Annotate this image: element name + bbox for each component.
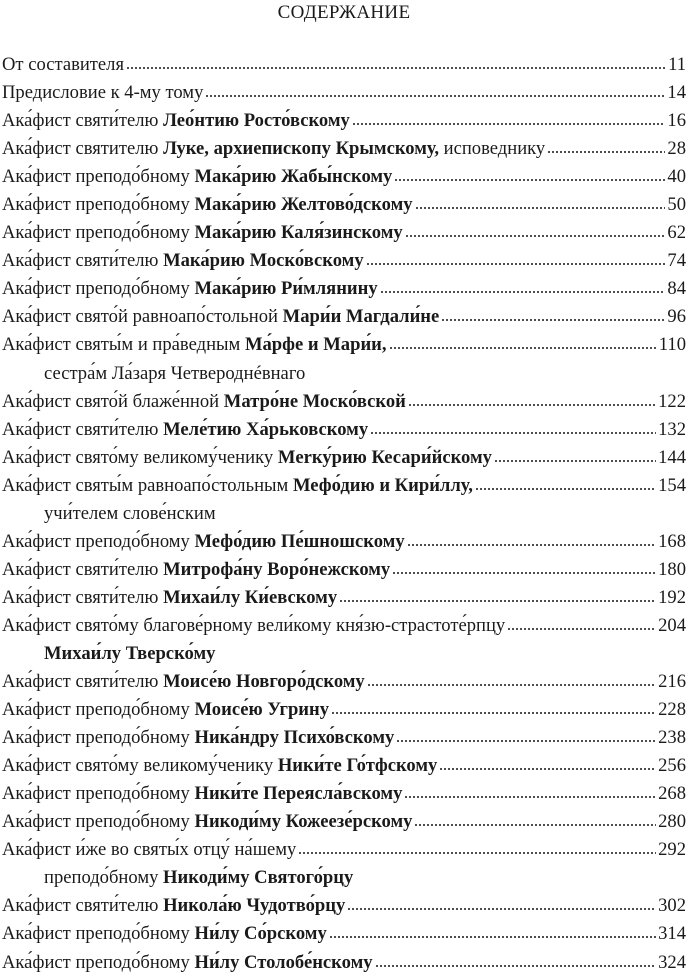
page-number: 16 — [667, 110, 686, 132]
entry-saint-name: Митрофа́ну Воро́нежскому — [163, 558, 391, 580]
toc-entry-continuation — [2, 360, 686, 388]
page-number: 204 — [658, 614, 686, 636]
toc-entry[interactable] — [2, 808, 686, 836]
page-number: 154 — [658, 474, 686, 496]
dot-leader — [547, 150, 665, 154]
page-number: 40 — [667, 166, 686, 188]
entry-saint-name: Никоди́му Святого́рцу — [163, 867, 354, 889]
entry-title-text: От составителя — [2, 54, 125, 75]
toc-entry[interactable] — [2, 331, 686, 359]
dot-leader — [415, 206, 666, 210]
entry-saint-name: Матро́не Моско́вской — [223, 390, 406, 412]
entry-title-text: Ака́фист святи́телю — [2, 418, 164, 440]
page-number: 110 — [658, 334, 686, 356]
toc-entry[interactable] — [2, 612, 686, 640]
entry-title-text: Ака́фист свято́й равноапо́стольной — [2, 306, 283, 328]
dot-leader — [126, 66, 666, 70]
entry-saint-name: Мефо́дию и Кири́ллу, — [292, 474, 473, 496]
page-number: 62 — [667, 222, 686, 244]
toc-entry[interactable] — [2, 528, 686, 556]
dot-leader — [394, 178, 665, 182]
entry-title-text: Ака́фист и́же во святы́х отцу́ на́шему — [2, 839, 297, 861]
page-number: 180 — [658, 558, 686, 580]
page-number: 28 — [667, 138, 686, 160]
dot-leader — [331, 711, 656, 715]
entry-saint-name: Никоди́му Кожеезе́рскому — [194, 811, 413, 833]
dot-leader — [475, 487, 656, 491]
entry-saint-name: Меле́тию Ха́рьковскому — [163, 418, 369, 440]
page-title: СОДЕРЖАНИЕ — [277, 2, 411, 23]
dot-leader — [298, 851, 656, 855]
entry-saint-name: Моисе́ю Угрину — [194, 699, 330, 721]
dot-leader — [389, 346, 657, 350]
entry-title-text: учи́телем слове́нским — [44, 502, 216, 524]
entry-title-text: Ака́фист святи́телю — [2, 250, 164, 272]
dot-leader — [414, 823, 656, 827]
page-number: 96 — [667, 306, 686, 328]
page-number: 14 — [667, 82, 686, 104]
toc-entry[interactable] — [2, 752, 686, 780]
entry-title-text: Ака́фист преподо́бному — [2, 951, 195, 973]
toc-entry[interactable] — [2, 724, 686, 752]
toc-entry[interactable] — [2, 79, 686, 107]
dot-leader — [329, 935, 656, 939]
dot-leader — [205, 94, 665, 98]
entry-saint-name: Ни́лу Со́рскому — [194, 923, 327, 945]
toc-entry[interactable] — [2, 556, 686, 584]
toc-entry[interactable] — [2, 668, 686, 696]
entry-title-text: Ака́фист святителю — [2, 138, 164, 160]
dot-leader — [441, 318, 665, 322]
entry-title-text: Ака́фист преподо́бному — [2, 699, 195, 721]
toc-entry-continuation — [2, 500, 686, 528]
table-of-contents — [2, 51, 686, 977]
toc-entry[interactable] — [2, 388, 686, 416]
page-number: 324 — [658, 951, 686, 973]
toc-entry[interactable] — [2, 472, 686, 500]
dot-leader — [392, 571, 656, 575]
page-number: 268 — [658, 783, 686, 805]
dot-leader — [396, 739, 656, 743]
entry-title-text: Ака́фист свято́му великому́ченику — [2, 446, 278, 468]
entry-saint-name: Мака́рию Моско́вскому — [163, 250, 364, 272]
toc-entry[interactable] — [2, 247, 686, 275]
page-number: 192 — [658, 586, 686, 608]
entry-title-text: Ака́фист преподо́бному — [2, 194, 195, 216]
toc-entry[interactable] — [2, 920, 686, 948]
toc-entry[interactable] — [2, 51, 686, 79]
dot-leader — [339, 599, 656, 603]
entry-title-text: Предисловие к 4-му тому — [2, 82, 204, 104]
toc-entry[interactable] — [2, 163, 686, 191]
entry-title-text: Ака́фист преподо́бному — [2, 166, 195, 188]
dot-leader — [407, 543, 656, 547]
page-number: 302 — [658, 895, 686, 917]
dot-leader — [347, 907, 656, 911]
entry-saint-name: Ники́те Переясла́вскому — [194, 783, 403, 805]
entry-title-text: Ака́фист свято́й блаже́нной — [2, 390, 224, 412]
entry-title-text: Ака́фист свято́му благове́рному вели́кому кня́зю-страстоте́рпцу — [2, 614, 506, 636]
dot-leader — [439, 767, 656, 771]
entry-title-text: Ака́фист святы́м равноапо́стольным — [2, 474, 293, 496]
entry-saint-name: Мака́рию Жабы́нскому — [194, 166, 393, 188]
entry-title-text: Ака́фист преподо́бному — [2, 727, 195, 749]
entry-saint-name: Ма́рфе и Мари́и, — [244, 334, 387, 356]
toc-entry[interactable] — [2, 416, 686, 444]
entry-saint-name: Мари́и Магдали́не — [282, 306, 440, 328]
entry-saint-name: Мака́рию Ри́млянину — [194, 278, 378, 300]
toc-entry[interactable] — [2, 303, 686, 331]
dot-leader — [494, 459, 656, 463]
toc-entry[interactable] — [2, 584, 686, 612]
entry-title-text: Ака́фист преподо́бному — [2, 278, 195, 300]
toc-entry[interactable] — [2, 107, 686, 135]
entry-title-text: Ака́фист преподо́бному — [2, 530, 195, 552]
entry-title-text: Ака́фист святи́телю — [2, 586, 164, 608]
dot-leader — [375, 964, 657, 968]
entry-saint-name: Никола́ю Чудотво́рцу — [163, 895, 346, 917]
dot-leader — [367, 683, 656, 687]
entry-title-text: Ака́фист преподо́бному — [2, 783, 195, 805]
toc-entry[interactable] — [2, 444, 686, 472]
dot-leader — [366, 262, 666, 266]
page-number: 216 — [658, 671, 686, 693]
page-number: 228 — [658, 699, 686, 721]
page-number: 84 — [667, 278, 686, 300]
entry-title-text: Ака́фист преподо́бному — [2, 811, 195, 833]
entry-title-text: Ака́фист святи́телю — [2, 671, 164, 693]
entry-saint-name: Моисе́ю Новгоро́дскому — [163, 671, 365, 693]
page-number: 256 — [658, 755, 686, 777]
page-number: 74 — [667, 250, 686, 272]
entry-saint-name: Merку́рию Кесари́йскому — [277, 446, 492, 468]
entry-title-text: Ака́фист преподо́бному — [2, 923, 195, 945]
entry-saint-name: Мака́рию Желтово́дскому — [194, 194, 413, 216]
page-number: 122 — [658, 390, 686, 412]
page-number: 168 — [658, 530, 686, 552]
entry-saint-name: Луке, архиепископу Крымскому, — [163, 138, 439, 160]
toc-entry[interactable] — [2, 949, 686, 977]
entry-title-text: Ака́фист святи́телю — [2, 110, 164, 132]
dot-leader — [404, 795, 656, 799]
entry-saint-name: Михаи́лу Ки́евскому — [163, 586, 338, 608]
entry-saint-name: Михаи́лу Тверско́му — [44, 642, 216, 664]
page-number: 132 — [658, 418, 686, 440]
toc-entry[interactable] — [2, 219, 686, 247]
toc-entry[interactable] — [2, 696, 686, 724]
entry-saint-name: Мефо́дию Пе́шношскому — [194, 530, 405, 552]
toc-entry[interactable] — [2, 892, 686, 920]
dot-leader — [370, 431, 656, 435]
page-number: 144 — [658, 446, 686, 468]
toc-entry-continuation — [2, 864, 686, 892]
page-number: 280 — [658, 811, 686, 833]
entry-title-text: исповеднику — [439, 138, 546, 160]
entry-saint-name: Ни́лу Столобе́нскому — [194, 951, 373, 973]
dot-leader — [408, 403, 656, 407]
toc-entry[interactable] — [2, 780, 686, 808]
page-number: 292 — [658, 839, 686, 861]
page-number: 238 — [658, 727, 686, 749]
dot-leader — [405, 234, 666, 238]
dot-leader — [380, 290, 666, 294]
entry-title-text: сестра́м Ла́заря Четвероднéвнаго — [44, 362, 306, 384]
entry-saint-name: Мака́рию Каля́зинскому — [194, 222, 403, 244]
toc-entry[interactable] — [2, 275, 686, 303]
page-number: 11 — [668, 54, 686, 75]
entry-title-text: Ака́фист святи́телю — [2, 558, 164, 580]
entry-title-text: Ака́фист святи́телю — [2, 895, 164, 917]
dot-leader — [507, 627, 656, 631]
page-number: 50 — [667, 194, 686, 216]
page-number: 314 — [658, 923, 686, 945]
entry-saint-name: Лео́нтию Росто́вскому — [163, 110, 350, 132]
entry-title-text: Ака́фист святы́м и пра́ведным — [2, 334, 245, 356]
toc-entry[interactable] — [2, 135, 686, 163]
entry-saint-name: Ники́те Го́тфскому — [277, 755, 438, 777]
toc-entry[interactable] — [2, 836, 686, 864]
toc-entry-continuation — [2, 640, 686, 668]
entry-title-text: Ака́фист свято́му великому́ченику — [2, 755, 278, 777]
dot-leader — [352, 122, 666, 126]
entry-title-text: Ака́фист преподо́бному — [2, 222, 195, 244]
toc-entry[interactable] — [2, 191, 686, 219]
entry-saint-name: Ника́ндру Психо́вскому — [194, 727, 395, 749]
entry-title-text: преподо́бному — [44, 867, 164, 889]
